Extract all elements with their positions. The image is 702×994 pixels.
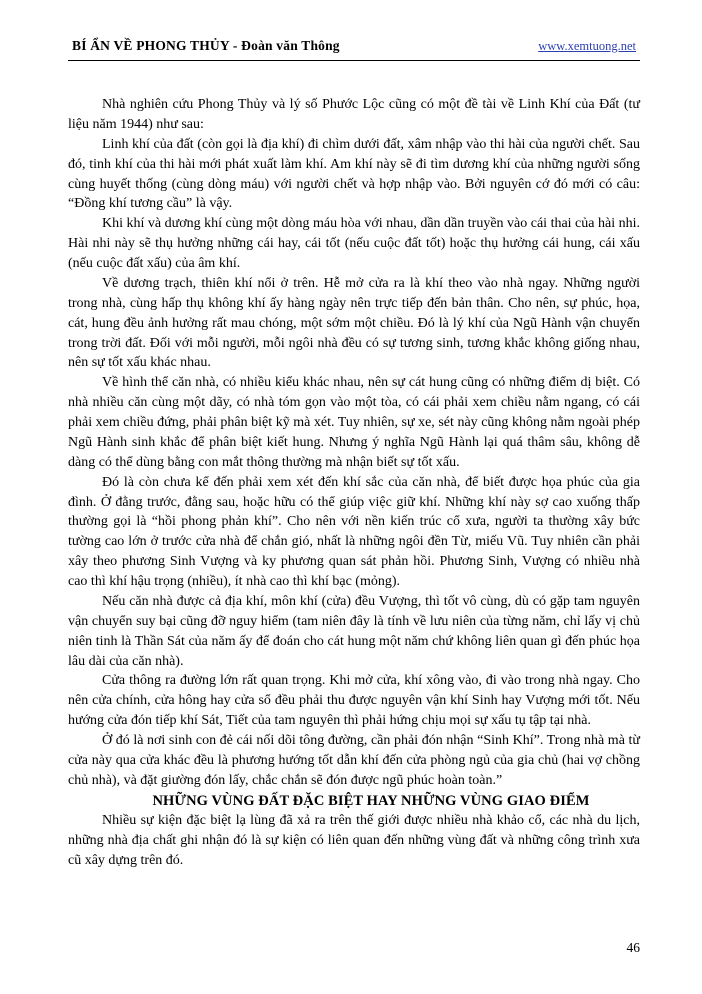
paragraph: Đó là còn chưa kể đến phải xem xét đến khí sắc của căn nhà, để biết được họa phúc của gia đình. Ở đằng trước, đằng sau, hoặc hữu có thể giúp việc giữ khí. Những khí này sợ cao xuống thấp thường gọi là “hồi phong phản khí”. Cho nên với nền kiến trúc cổ xưa, người ta thường xây bức tường cao lớn ở trước cửa nhà để chắn gió, nhất là những ngôi đền Từ, miếu Vũ. Tuy nhiên cần phải xây theo phương Sinh Vượng và ky phương quan sát phản hồi. Phương Sinh, Vượng có nhiều nhà cao thì khí hậu trọng (nhiều), ít nhà cao thì khí bạc (mỏng). (68, 474, 640, 589)
book-title: BÍ ẨN VỀ PHONG THỦY - Đoàn văn Thông (72, 38, 340, 53)
header-divider (68, 60, 640, 61)
paragraph: Về dương trạch, thiên khí nổi ở trên. Hễ mở cửa ra là khí theo vào nhà ngay. Những người trong nhà, cùng hấp thụ không khí ấy hàng ngày nên trực tiếp đến bản thân. Cho nên, sự phúc, họa, cát, hung đều ảnh hưởng rất mau chóng, một sớm một chiều. Đó là lý khí của Ngũ Hành vận chuyển trong trời đất. Đối với mỗi người, mỗi ngôi nhà đều có sự tương sinh, tương khắc không giống nhau, nên sự tốt xấu khác nhau. (68, 275, 640, 371)
section-heading: NHỮNG VÙNG ĐẤT ĐẶC BIỆT HAY NHỮNG VÙNG GIAO ĐIỂM (152, 792, 590, 809)
paragraph: Nếu căn nhà được cả địa khí, môn khí (cửa) đều Vượng, thì tốt vô cùng, dù có gặp tam nguyên vận chuyển suy bại cũng đỡ nguy hiểm (tam niên đây là tính về lưu niên của từng năm, chỉ lấy vị chủ niên tinh là Thần Sát của năm ấy để đoán cho cát hung một năm chứ không liên quan gì đến phúc họa lâu dài của căn nhà). (68, 593, 640, 669)
paragraph: Khi khí và dương khí cùng một dòng máu hòa với nhau, dần dần truyền vào cái thai của hài nhi. Hài nhi này sẽ thụ hưởng những cái hay, cái tốt (nếu cuộc đất tốt) hoặc thụ hưởng cái hung, cái xấu (nếu cuộc đất xấu) của âm khí. (68, 216, 640, 271)
paragraph: Cửa thông ra đường lớn rất quan trọng. Khi mở cửa, khí xông vào, đi vào trong nhà ngay. Cho nên cửa chính, cửa hông hay cửa sổ đều phải thu được nguyên vận khí Sinh hay Vượng mới tốt. Nếu hướng cửa đón tiếp khí Sát, Tiết của tam nguyên thì phải hứng chịu mọi sự xấu tụ tập tại nhà. (68, 673, 640, 729)
page-header (68, 38, 640, 54)
paragraph: Nhiều sự kiện đặc biệt lạ lùng đã xả ra trên thế giới được nhiều nhà khảo cổ, các nhà du lịch, những nhà địa chất ghi nhận đó là sự kiện có liên quan đến những vùng đất và những công trình xưa cũ xây dựng trên đó. (68, 813, 640, 868)
page-body (68, 95, 640, 871)
paragraph: Ở đó là nơi sinh con đẻ cái nối dõi tông đường, cần phải đón nhận “Sinh Khí”. Trong nhà mà từ cửa này qua cửa khác đều là phương hướng tốt dẫn khí đến cửa phòng ngủ của gia chủ (hai vợ chồng chủ nhà), và đặt giường đón lấy, chắc chắn sẽ đón được ngũ phúc hoàn toàn.” (68, 733, 640, 788)
paragraph: Linh khí của đất (còn gọi là địa khí) đi chìm dưới đất, xâm nhập vào thi hài của người chết. Sau đó, tinh khí của thi hài mới phát xuất làm khí. Am khí này sẽ đi tìm dương khí của những người sống cùng huyết thống (cùng dòng máu) với người chết và hợp nhập vào. Bởi nguyên cớ đó mới có câu: “Đồng khí tương cầu” là vậy. (68, 136, 640, 212)
website-link[interactable]: www.xemtuong.net (538, 39, 636, 53)
page-number: 46 (626, 940, 640, 955)
paragraph: Nhà nghiên cứu Phong Thủy và lý số Phước Lộc cũng có một đề tài về Linh Khí của Đất (tư liệu năm 1944) như sau: (68, 97, 640, 132)
paragraph: Về hình thể căn nhà, có nhiều kiểu khác nhau, nên sự cát hung cũng có những điểm dị biệt. Có nhà nhiều căn cùng một dãy, có nhà tóm gọn vào một tòa, có cái phải xem chiều nằm ngang, có cái phải xem chiều đứng, phải phân biệt kỹ mà xét. Tuy nhiên, sự xe, sét này cũng không nằm ngoài phép Ngũ Hành sinh khắc để phân biệt kiết hung. Nhưng ý nghĩa Ngũ Hành lại quá thâm sâu, không dễ dàng có thể dùng bằng con mắt thông thường mà nhận biết sự tốt xấu. (68, 375, 640, 470)
